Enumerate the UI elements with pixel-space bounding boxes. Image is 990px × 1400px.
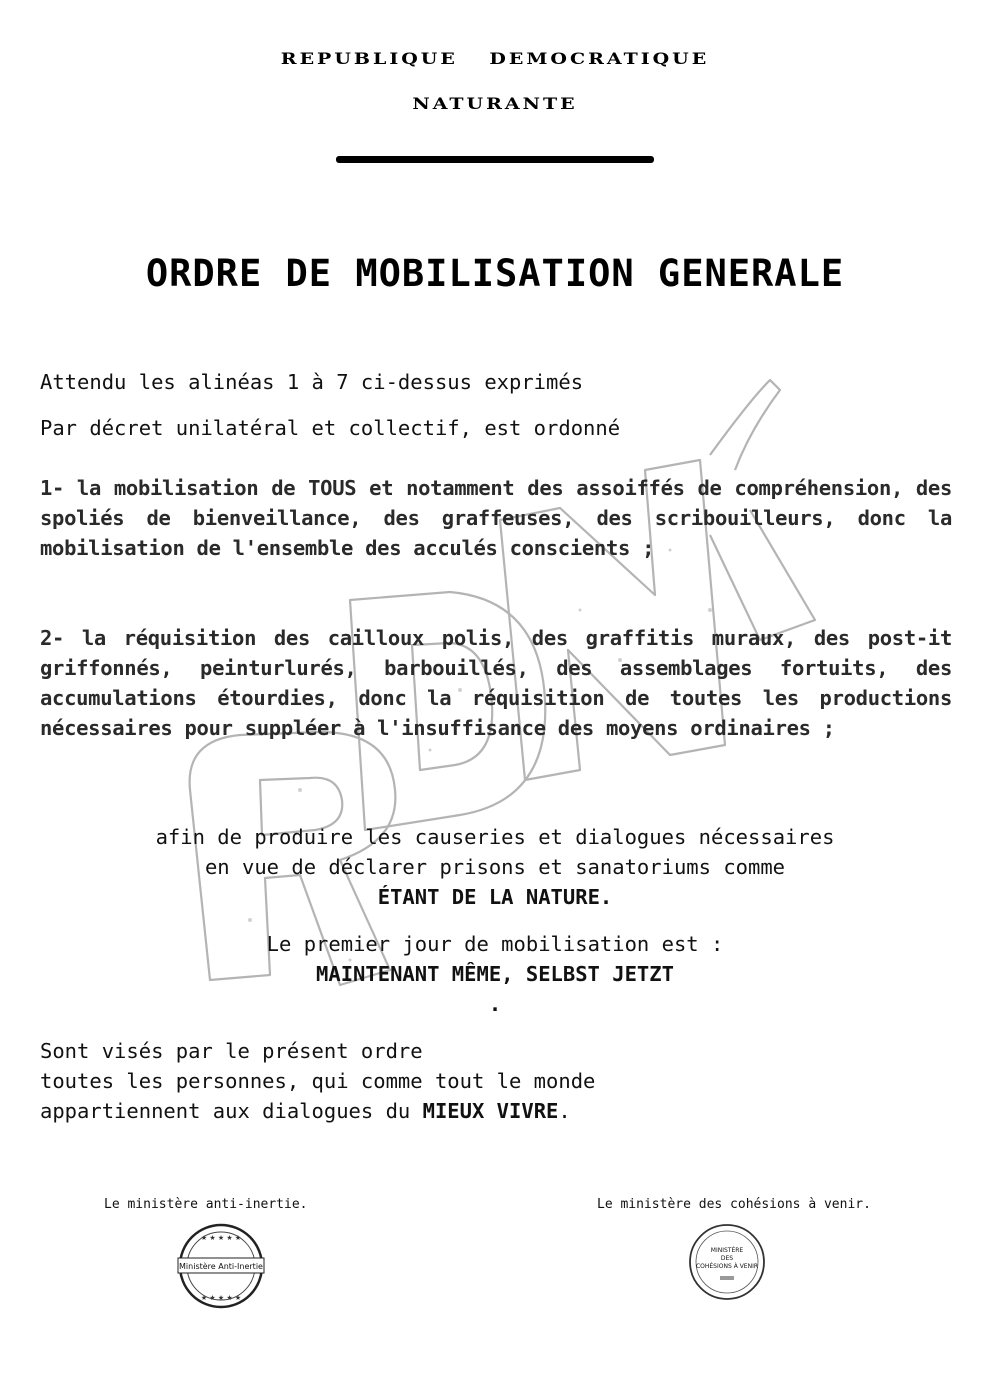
signature-ministry-cohesions: Le ministère des cohésions à venir. (597, 1197, 871, 1212)
purpose-line1: afin de produire les causeries et dialogues nécessaires (155, 825, 835, 849)
header-divider (336, 156, 654, 163)
anti-inertie-seal-icon (176, 1222, 266, 1310)
right-stamp-line1: MINISTÈRE (710, 1247, 744, 1254)
closing-line1: Sont visés par le présent ordre (40, 1039, 423, 1063)
republic-name-line1: REPUBLIQUE DEMOCRATIQUE (280, 49, 710, 69)
left-stamp-text: Ministère Anti-Inertie (179, 1262, 263, 1271)
mieux-vivre-emphasis: MIEUX VIVRE (422, 1099, 559, 1123)
closing-line3 (40, 1096, 571, 1126)
purpose-line2: en vue de déclarer prisons et sanatoriums comme (204, 855, 786, 879)
cohesions-seal-icon (682, 1222, 772, 1302)
purpose-line3: ÉTANT DE LA NATURE. (377, 885, 613, 909)
document-title: ORDRE DE MOBILISATION GENERALE (145, 252, 845, 295)
intro-decret: Par décret unilatéral et collectif, est ordonné (40, 416, 621, 440)
closing-line3-suffix: . (558, 1099, 571, 1123)
first-day-label: Le premier jour de mobilisation est : (266, 932, 724, 956)
republic-name-line2: NATURANTE (412, 94, 578, 114)
signature-ministry-anti-inertie: Le ministère anti-inertie. (104, 1197, 308, 1212)
closing-line2: toutes les personnes, qui comme tout le monde (40, 1069, 596, 1093)
svg-text:★ ★ ★ ★ ★: ★ ★ ★ ★ ★ (200, 1234, 242, 1242)
svg-text:★ ★ ★ ★ ★: ★ ★ ★ ★ ★ (200, 1294, 242, 1302)
paragraph-2-requisition: 2- la réquisition des cailloux polis, des graffitis muraux, des post-it griffonnés, peinturlurés, barbouillés, des assemblages fortuits, des accumulations étourdies, donc la réquisition de toutes les productions nécessaires pour suppléer à l'insuffisance des moyens ordinaires ; (40, 626, 952, 740)
right-stamp-line2: DES (720, 1255, 734, 1262)
right-stamp-line3: COHÉSIONS À VENIR (695, 1263, 759, 1270)
intro-attendu: Attendu les alinéas 1 à 7 ci-dessus exprimés (40, 370, 584, 394)
first-day-value: MAINTENANT MÊME, SELBST JETZT (316, 962, 674, 986)
first-day-dot: . (488, 992, 502, 1016)
closing-line3-prefix: appartiennent aux dialogues du (40, 1099, 423, 1123)
paragraph-1-mobilisation: 1- la mobilisation de TOUS et notamment des assoiffés de compréhension, des spoliés de bienveillance, des graffeuses, des scribouilleurs, donc la mobilisation de l'ensemble des acculés conscients ; (40, 476, 952, 560)
